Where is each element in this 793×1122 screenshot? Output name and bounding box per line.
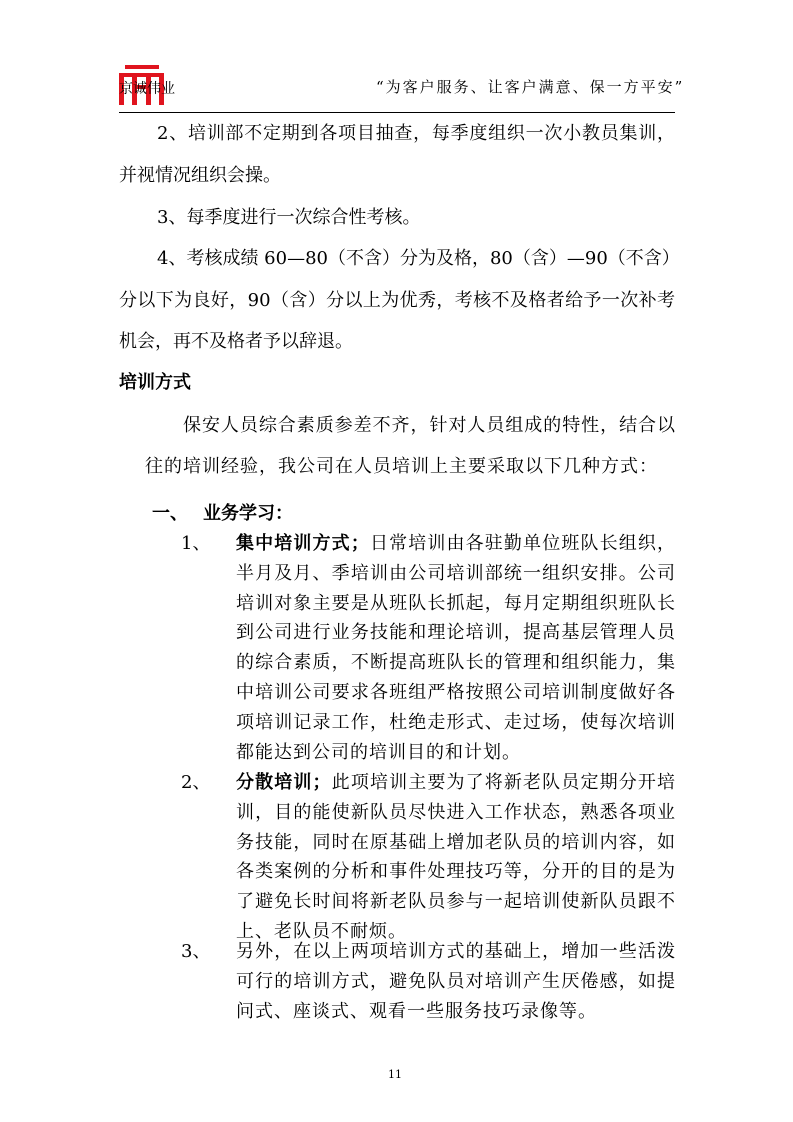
- paragraph-line: 并视情况组织会操。: [119, 165, 281, 186]
- list-item-title: 分散培训；: [236, 772, 331, 793]
- list-item-line: 都能达到公司的培训目的和计划。: [236, 741, 521, 763]
- intro-line: 保安人员综合素质参差不齐，针对人员组成的特性，结合以: [183, 415, 675, 436]
- list-item-line: 半月及月、季培训由公司培训部统一组织安排。公司: [236, 562, 675, 584]
- list-item-number: 1、: [181, 533, 211, 554]
- paragraph-line: 3、每季度进行一次综合性考核。: [157, 207, 421, 228]
- list-item-line: 培训对象主要是从班队长抓起，每月定期组织班队长: [236, 592, 675, 614]
- list-item-line: 务技能，同时在原基础上增加老队员的培训内容，如: [236, 831, 675, 853]
- paragraph-line: 分以下为良好，90（含）分以上为优秀，考核不及格者给予一次补考: [119, 290, 675, 311]
- list-item-line: 可行的培训方式，避免队员对培训产生厌倦感，如提: [236, 970, 675, 992]
- list-item-line: 各类案例的分析和事件处理技巧等，分开的目的是为: [236, 861, 675, 883]
- list-item-text: 另外，在以上两项培训方式的基础上，增加一些活泼: [236, 941, 675, 962]
- paragraph-line: 机会，再不及格者予以辞退。: [119, 331, 353, 352]
- list-item-line: 训，目的能使新队员尽快进入工作状态，熟悉各项业: [236, 801, 675, 823]
- paragraph-line: 2、培训部不定期到各项目抽查，每季度组织一次小教员集训，: [157, 123, 675, 144]
- list-item-line: 中培训公司要求各班组严格按照公司培训制度做好各: [236, 682, 675, 703]
- list-item-first-line: [236, 533, 675, 555]
- list-item-line: 问式、座谈式、观看一些服务技巧录像等。: [236, 1000, 597, 1022]
- sub-heading-number: 一、: [152, 503, 188, 524]
- list-item-text: 日常培训由各驻勤单位班队长组织，: [368, 533, 676, 554]
- header-slogan: “为客户服务、让客户满意、保一方平安”: [376, 78, 685, 96]
- intro-line: 往的培训经验，我公司在人员培训上主要采取以下几种方式：: [145, 456, 658, 477]
- list-item-text: 此项培训主要为了将新老队员定期分开培: [330, 772, 675, 793]
- list-item-line: 的综合素质，不断提高班队长的管理和组织能力，集: [236, 652, 675, 674]
- page-number: 11: [388, 1068, 402, 1081]
- list-item-number: 2、: [181, 772, 211, 793]
- section-title: 培训方式: [119, 372, 191, 393]
- list-item-line: 上、老队员不耐烦。: [236, 921, 407, 942]
- sub-heading-label: 业务学习：: [203, 503, 293, 524]
- list-item-line: 项培训记录工作，杜绝走形式、走过场，使每次培训: [236, 711, 675, 733]
- list-item-number: 3、: [181, 941, 211, 962]
- paragraph-line: 4、考核成绩 60—80（不含）分为及格，80（含）—90（不含）: [157, 248, 680, 269]
- list-item-line: 到公司进行业务技能和理论培训，提高基层管理人员: [236, 622, 675, 644]
- list-item-line: 了避免长时间将新老队员参与一起培训使新队员跟不: [236, 891, 675, 913]
- list-item-title: 集中培训方式；: [236, 533, 369, 554]
- logo-text: 京诚伟业: [119, 81, 175, 97]
- list-item-first-line: [236, 772, 675, 794]
- header-divider: [119, 112, 675, 113]
- list-item-first-line: [236, 941, 675, 963]
